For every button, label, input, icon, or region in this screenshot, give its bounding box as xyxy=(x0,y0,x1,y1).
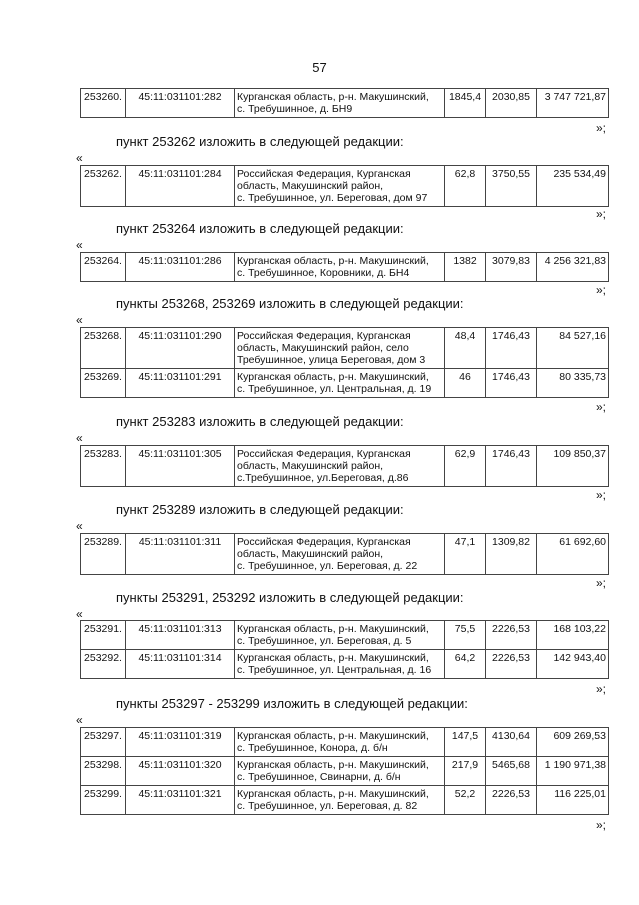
address-line: область, Макушинский район, xyxy=(237,548,384,560)
closing-quote: »; xyxy=(596,488,607,502)
area-value: 48,4 xyxy=(445,328,486,369)
table-row xyxy=(81,166,609,207)
closing-quote: »; xyxy=(596,283,607,297)
total-value: 1 190 971,38 xyxy=(537,757,609,786)
price-value: 1746,43 xyxy=(486,328,537,369)
area-value: 62,8 xyxy=(445,166,486,207)
data-table xyxy=(80,165,609,207)
opening-quote: « xyxy=(76,519,83,533)
address-line: Курганская область, р-н. Макушинский, xyxy=(237,759,429,771)
address-line: с. Требушинное, ул. Береговая, д. 22 xyxy=(237,560,418,572)
address-line: область, Макушинский район, xyxy=(237,180,384,192)
total-value: 168 103,22 xyxy=(537,621,609,650)
address-line: область, Макушинский район, xyxy=(237,460,384,472)
closing-quote: »; xyxy=(596,400,607,414)
address-cell xyxy=(235,650,445,679)
closing-quote: »; xyxy=(596,682,607,696)
cadastral-number: 45:11:031101:284 xyxy=(126,166,235,207)
cadastral-number: 45:11:031101:290 xyxy=(126,328,235,369)
address-line: Курганская область, р-н. Макушинский, xyxy=(237,730,429,742)
total-value: 3 747 721,87 xyxy=(537,89,609,118)
closing-quote: »; xyxy=(596,818,607,832)
data-table xyxy=(80,252,609,282)
amendment-instruction: пункт 253289 изложить в следующей редакции: xyxy=(116,502,404,517)
address-line: Курганская область, р-н. Макушинский, xyxy=(237,371,429,383)
data-table xyxy=(80,445,609,487)
area-value: 217,9 xyxy=(445,757,486,786)
amendment-instruction: пункт 253262 изложить в следующей редакции: xyxy=(116,134,404,149)
table-row xyxy=(81,534,609,575)
cadastral-number: 45:11:031101:314 xyxy=(126,650,235,679)
total-value: 116 225,01 xyxy=(537,786,609,815)
address-line: с. Требушинное, ул. Центральная, д. 19 xyxy=(237,383,432,395)
address-line: с. Требушинное, ул. Береговая, д. 82 xyxy=(237,800,418,812)
price-value: 3750,55 xyxy=(486,166,537,207)
table-row xyxy=(81,757,609,786)
address-line: с. Требушинное, Конора, д. б/н xyxy=(237,742,388,754)
cadastral-number: 45:11:031101:282 xyxy=(126,89,235,118)
total-value: 61 692,60 xyxy=(537,534,609,575)
table-row xyxy=(81,369,609,398)
address-cell xyxy=(235,89,445,118)
address-cell xyxy=(235,757,445,786)
table-row xyxy=(81,786,609,815)
total-value: 235 534,49 xyxy=(537,166,609,207)
amendment-instruction: пункт 253264 изложить в следующей редакции: xyxy=(116,221,404,236)
row-number: 253283. xyxy=(81,446,126,487)
row-number: 253260. xyxy=(81,89,126,118)
data-table xyxy=(80,727,609,815)
area-value: 52,2 xyxy=(445,786,486,815)
address-line: Российская Федерация, Курганская xyxy=(237,330,411,342)
cadastral-number: 45:11:031101:313 xyxy=(126,621,235,650)
price-value: 5465,68 xyxy=(486,757,537,786)
total-value: 84 527,16 xyxy=(537,328,609,369)
address-line: с. Требушинное, ул. Береговая, д. 5 xyxy=(237,635,412,647)
area-value: 62,9 xyxy=(445,446,486,487)
row-number: 253262. xyxy=(81,166,126,207)
opening-quote: « xyxy=(76,607,83,621)
data-table xyxy=(80,327,609,398)
area-value: 75,5 xyxy=(445,621,486,650)
address-line: Курганская область, р-н. Макушинский, xyxy=(237,788,429,800)
address-line: Курганская область, р-н. Макушинский, xyxy=(237,255,429,267)
address-line: с.Требушинное, ул.Береговая, д.86 xyxy=(237,472,409,484)
price-value: 1746,43 xyxy=(486,369,537,398)
price-value: 1746,43 xyxy=(486,446,537,487)
row-number: 253297. xyxy=(81,728,126,757)
data-table xyxy=(80,88,609,118)
address-line: Курганская область, р-н. Макушинский, xyxy=(237,91,429,103)
address-line: Курганская область, р-н. Макушинский, xyxy=(237,652,429,664)
table-row xyxy=(81,253,609,282)
address-cell xyxy=(235,328,445,369)
address-cell xyxy=(235,253,445,282)
row-number: 253268. xyxy=(81,328,126,369)
closing-quote: »; xyxy=(596,207,607,221)
amendment-instruction: пункты 253291, 253292 изложить в следующей редакции: xyxy=(116,590,464,605)
total-value: 142 943,40 xyxy=(537,650,609,679)
address-line: с. Требушинное, д. БН9 xyxy=(237,103,353,115)
data-table xyxy=(80,620,609,679)
address-line: Курганская область, р-н. Макушинский, xyxy=(237,623,429,635)
table-row xyxy=(81,728,609,757)
total-value: 80 335,73 xyxy=(537,369,609,398)
price-value: 2226,53 xyxy=(486,621,537,650)
area-value: 64,2 xyxy=(445,650,486,679)
price-value: 3079,83 xyxy=(486,253,537,282)
address-line: область, Макушинский район, село xyxy=(237,342,409,354)
address-line: с. Требушинное, Свинарни, д. б/н xyxy=(237,771,401,783)
cadastral-number: 45:11:031101:320 xyxy=(126,757,235,786)
area-value: 147,5 xyxy=(445,728,486,757)
page-number: 57 xyxy=(312,60,327,75)
address-line: Российская Федерация, Курганская xyxy=(237,536,411,548)
opening-quote: « xyxy=(76,151,83,165)
cadastral-number: 45:11:031101:286 xyxy=(126,253,235,282)
address-line: Требушинное, улица Береговая, дом 3 xyxy=(237,354,426,366)
table-row xyxy=(81,328,609,369)
address-cell xyxy=(235,166,445,207)
price-value: 1309,82 xyxy=(486,534,537,575)
row-number: 253269. xyxy=(81,369,126,398)
closing-quote: »; xyxy=(596,576,607,590)
table-row xyxy=(81,446,609,487)
table-row xyxy=(81,621,609,650)
area-value: 46 xyxy=(445,369,486,398)
address-cell xyxy=(235,369,445,398)
area-value: 47,1 xyxy=(445,534,486,575)
amendment-instruction: пункты 253268, 253269 изложить в следующей редакции: xyxy=(116,296,464,311)
price-value: 2030,85 xyxy=(486,89,537,118)
cadastral-number: 45:11:031101:305 xyxy=(126,446,235,487)
address-cell xyxy=(235,446,445,487)
price-value: 2226,53 xyxy=(486,786,537,815)
opening-quote: « xyxy=(76,431,83,445)
data-table xyxy=(80,533,609,575)
address-cell xyxy=(235,621,445,650)
cadastral-number: 45:11:031101:321 xyxy=(126,786,235,815)
address-line: Российская Федерация, Курганская xyxy=(237,168,411,180)
row-number: 253292. xyxy=(81,650,126,679)
address-cell xyxy=(235,534,445,575)
address-line: с. Требушинное, Коровники, д. БН4 xyxy=(237,267,410,279)
address-line: с. Требушинное, ул. Центральная, д. 16 xyxy=(237,664,432,676)
opening-quote: « xyxy=(76,238,83,252)
address-line: Российская Федерация, Курганская xyxy=(237,448,411,460)
cadastral-number: 45:11:031101:311 xyxy=(126,534,235,575)
price-value: 2226,53 xyxy=(486,650,537,679)
row-number: 253264. xyxy=(81,253,126,282)
row-number: 253299. xyxy=(81,786,126,815)
cadastral-number: 45:11:031101:319 xyxy=(126,728,235,757)
total-value: 609 269,53 xyxy=(537,728,609,757)
table-row xyxy=(81,650,609,679)
area-value: 1382 xyxy=(445,253,486,282)
total-value: 4 256 321,83 xyxy=(537,253,609,282)
closing-quote: »; xyxy=(596,121,607,135)
row-number: 253291. xyxy=(81,621,126,650)
area-value: 1845,4 xyxy=(445,89,486,118)
amendment-instruction: пункты 253297 - 253299 изложить в следующей редакции: xyxy=(116,696,468,711)
row-number: 253298. xyxy=(81,757,126,786)
table-row xyxy=(81,89,609,118)
row-number: 253289. xyxy=(81,534,126,575)
address-cell xyxy=(235,728,445,757)
address-line: с. Требушинное, ул. Береговая, дом 97 xyxy=(237,192,428,204)
amendment-instruction: пункт 253283 изложить в следующей редакции: xyxy=(116,414,404,429)
opening-quote: « xyxy=(76,713,83,727)
opening-quote: « xyxy=(76,313,83,327)
address-cell xyxy=(235,786,445,815)
price-value: 4130,64 xyxy=(486,728,537,757)
total-value: 109 850,37 xyxy=(537,446,609,487)
cadastral-number: 45:11:031101:291 xyxy=(126,369,235,398)
